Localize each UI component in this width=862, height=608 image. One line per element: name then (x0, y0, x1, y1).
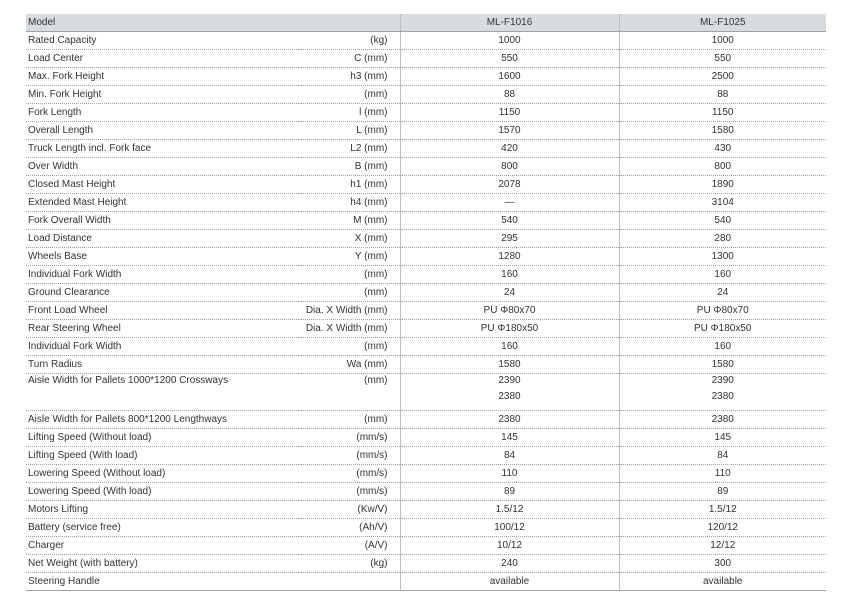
spec-value-model-2: 89 (619, 483, 826, 501)
spec-value-model-1: 800 (400, 158, 619, 176)
spec-value-model-2: 1580 (619, 356, 826, 374)
spec-label: Fork Length (26, 104, 301, 122)
spec-unit: h3 (mm) (301, 68, 400, 86)
spec-value-model-2: 110 (619, 465, 826, 483)
spec-label: Battery (service free) (26, 519, 301, 537)
spec-label: Rated Capacity (26, 32, 301, 50)
spec-value-model-1: — (400, 194, 619, 212)
spec-value-model-2: 1000 (619, 32, 826, 50)
spec-unit: (mm/s) (301, 483, 400, 501)
spec-unit: (mm) (301, 374, 400, 411)
model-2-header: ML-F1025 (619, 14, 826, 32)
spec-value-model-2: PU Φ180x50 (619, 320, 826, 338)
spec-value-model-2: 800 (619, 158, 826, 176)
spec-value-model-2: 145 (619, 429, 826, 447)
spec-label: Max. Fork Height (26, 68, 301, 86)
spec-value-model-2: available (619, 573, 826, 591)
spec-row (26, 266, 826, 284)
spec-row (26, 104, 826, 122)
spec-value-model-1: 2078 (400, 176, 619, 194)
spec-row-aisle-crossways (26, 374, 826, 411)
spec-value-line-2: 2380 (711, 391, 734, 402)
spec-row (26, 447, 826, 465)
spec-value-model-1: 295 (400, 230, 619, 248)
spec-value-model-1: PU Φ80x70 (400, 302, 619, 320)
spec-unit: (kg) (301, 32, 400, 50)
spec-label: Turn Radius (26, 356, 301, 374)
spec-table (26, 14, 826, 591)
spec-unit: (mm) (301, 86, 400, 104)
spec-unit: L (mm) (301, 122, 400, 140)
spec-value-model-2: 2500 (619, 68, 826, 86)
header-row (26, 14, 826, 32)
spec-value-model-2: 12/12 (619, 537, 826, 555)
spec-label: Charger (26, 537, 301, 555)
model-header-label: Model (26, 14, 400, 32)
spec-value-model-2: 1580 (619, 122, 826, 140)
spec-value-model-1: available (400, 573, 619, 591)
spec-value-model-1: 84 (400, 447, 619, 465)
spec-value-model-1: 1580 (400, 356, 619, 374)
spec-value-model-1: 1.5/12 (400, 501, 619, 519)
spec-unit: (mm/s) (301, 429, 400, 447)
spec-value-model-2 (619, 374, 826, 411)
spec-value-model-2: 84 (619, 447, 826, 465)
spec-value-model-1: 88 (400, 86, 619, 104)
spec-row (26, 501, 826, 519)
spec-row (26, 555, 826, 573)
spec-row (26, 140, 826, 158)
spec-label: Net Weight (with battery) (26, 555, 301, 573)
spec-label: Over Width (26, 158, 301, 176)
spec-value-line-1: 2390 (498, 375, 521, 386)
spec-unit: Wa (mm) (301, 356, 400, 374)
spec-unit (301, 573, 400, 591)
spec-label: Aisle Width for Pallets 800*1200 Lengthways (26, 411, 301, 429)
spec-label: Rear Steering Wheel (26, 320, 301, 338)
spec-value-model-2: 540 (619, 212, 826, 230)
spec-row (26, 68, 826, 86)
spec-value-model-1: 160 (400, 266, 619, 284)
spec-row (26, 573, 826, 591)
spec-table-header (26, 14, 826, 32)
spec-unit: B (mm) (301, 158, 400, 176)
spec-row (26, 465, 826, 483)
spec-unit: (mm) (301, 338, 400, 356)
spec-value-model-1: 1280 (400, 248, 619, 266)
spec-label: Individual Fork Width (26, 266, 301, 284)
spec-label: Lifting Speed (Without load) (26, 429, 301, 447)
spec-value-model-2: 120/12 (619, 519, 826, 537)
spec-label: Ground Clearance (26, 284, 301, 302)
spec-row (26, 248, 826, 266)
spec-value-model-2: 1150 (619, 104, 826, 122)
spec-value-model-1: 89 (400, 483, 619, 501)
spec-table-body (26, 32, 826, 591)
spec-value-model-1: 2380 (400, 411, 619, 429)
spec-unit: X (mm) (301, 230, 400, 248)
spec-value-model-2: 280 (619, 230, 826, 248)
spec-value-model-2: 160 (619, 266, 826, 284)
spec-row (26, 483, 826, 501)
spec-row (26, 212, 826, 230)
spec-row (26, 519, 826, 537)
spec-value-model-2: 430 (619, 140, 826, 158)
spec-value-model-1: 160 (400, 338, 619, 356)
spec-unit: (Kw/V) (301, 501, 400, 519)
spec-unit: M (mm) (301, 212, 400, 230)
spec-value-model-2: 160 (619, 338, 826, 356)
spec-unit: L2 (mm) (301, 140, 400, 158)
spec-value-model-1: 540 (400, 212, 619, 230)
spec-unit: (A/V) (301, 537, 400, 555)
spec-row (26, 194, 826, 212)
spec-value-model-1 (400, 374, 619, 411)
spec-unit: h1 (mm) (301, 176, 400, 194)
spec-unit: (mm) (301, 266, 400, 284)
spec-unit: (mm/s) (301, 447, 400, 465)
spec-label: Lowering Speed (With load) (26, 483, 301, 501)
spec-unit: (mm) (301, 411, 400, 429)
spec-label: Closed Mast Height (26, 176, 301, 194)
spec-label: Lowering Speed (Without load) (26, 465, 301, 483)
spec-value-line-1: 2390 (711, 375, 734, 386)
spec-row (26, 356, 826, 374)
spec-row (26, 86, 826, 104)
spec-value-model-2: PU Φ80x70 (619, 302, 826, 320)
spec-value-model-2: 1300 (619, 248, 826, 266)
spec-row (26, 176, 826, 194)
spec-label: Motors Lifting (26, 501, 301, 519)
model-1-header: ML-F1016 (400, 14, 619, 32)
spec-value-model-2: 1.5/12 (619, 501, 826, 519)
spec-label: Wheels Base (26, 248, 301, 266)
spec-row (26, 302, 826, 320)
spec-value-model-2: 300 (619, 555, 826, 573)
spec-label: Steering Handle (26, 573, 301, 591)
spec-unit: Dia. X Width (mm) (301, 302, 400, 320)
spec-value-model-1: 1150 (400, 104, 619, 122)
spec-label: Lifting Speed (With load) (26, 447, 301, 465)
spec-label: Truck Length incl. Fork face (26, 140, 301, 158)
spec-row (26, 32, 826, 50)
spec-unit: h4 (mm) (301, 194, 400, 212)
spec-unit: (kg) (301, 555, 400, 573)
spec-row (26, 537, 826, 555)
spec-label: Front Load Wheel (26, 302, 301, 320)
spec-label: Fork Overall Width (26, 212, 301, 230)
spec-value-line-2: 2380 (498, 391, 521, 402)
spec-row (26, 338, 826, 356)
spec-value-model-1: 550 (400, 50, 619, 68)
spec-value-model-1: 1570 (400, 122, 619, 140)
spec-row (26, 158, 826, 176)
spec-unit: (mm/s) (301, 465, 400, 483)
spec-unit: Dia. X Width (mm) (301, 320, 400, 338)
spec-row (26, 50, 826, 68)
spec-value-model-2: 1890 (619, 176, 826, 194)
spec-value-model-2: 24 (619, 284, 826, 302)
spec-label: Load Center (26, 50, 301, 68)
spec-row (26, 230, 826, 248)
spec-value-model-2: 550 (619, 50, 826, 68)
spec-value-model-1: 10/12 (400, 537, 619, 555)
spec-label: Min. Fork Height (26, 86, 301, 104)
spec-unit: (Ah/V) (301, 519, 400, 537)
spec-value-model-1: 1600 (400, 68, 619, 86)
spec-unit: C (mm) (301, 50, 400, 68)
spec-value-model-1: 145 (400, 429, 619, 447)
spec-label: Aisle Width for Pallets 1000*1200 Crossways (26, 374, 301, 411)
spec-label: Overall Length (26, 122, 301, 140)
spec-label: Extended Mast Height (26, 194, 301, 212)
spec-value-model-2: 3104 (619, 194, 826, 212)
spec-value-model-1: PU Φ180x50 (400, 320, 619, 338)
spec-unit: (mm) (301, 284, 400, 302)
spec-value-model-1: 100/12 (400, 519, 619, 537)
spec-value-model-1: 1000 (400, 32, 619, 50)
spec-label: Individual Fork Width (26, 338, 301, 356)
spec-unit: Y (mm) (301, 248, 400, 266)
spec-unit: l (mm) (301, 104, 400, 122)
spec-value-model-1: 240 (400, 555, 619, 573)
spec-value-model-2: 88 (619, 86, 826, 104)
spec-row (26, 320, 826, 338)
spec-value-model-1: 24 (400, 284, 619, 302)
spec-row (26, 122, 826, 140)
spec-value-model-1: 420 (400, 140, 619, 158)
spec-row (26, 284, 826, 302)
spec-value-model-2: 2380 (619, 411, 826, 429)
spec-row (26, 429, 826, 447)
spec-row (26, 411, 826, 429)
spec-value-model-1: 110 (400, 465, 619, 483)
spec-label: Load Distance (26, 230, 301, 248)
